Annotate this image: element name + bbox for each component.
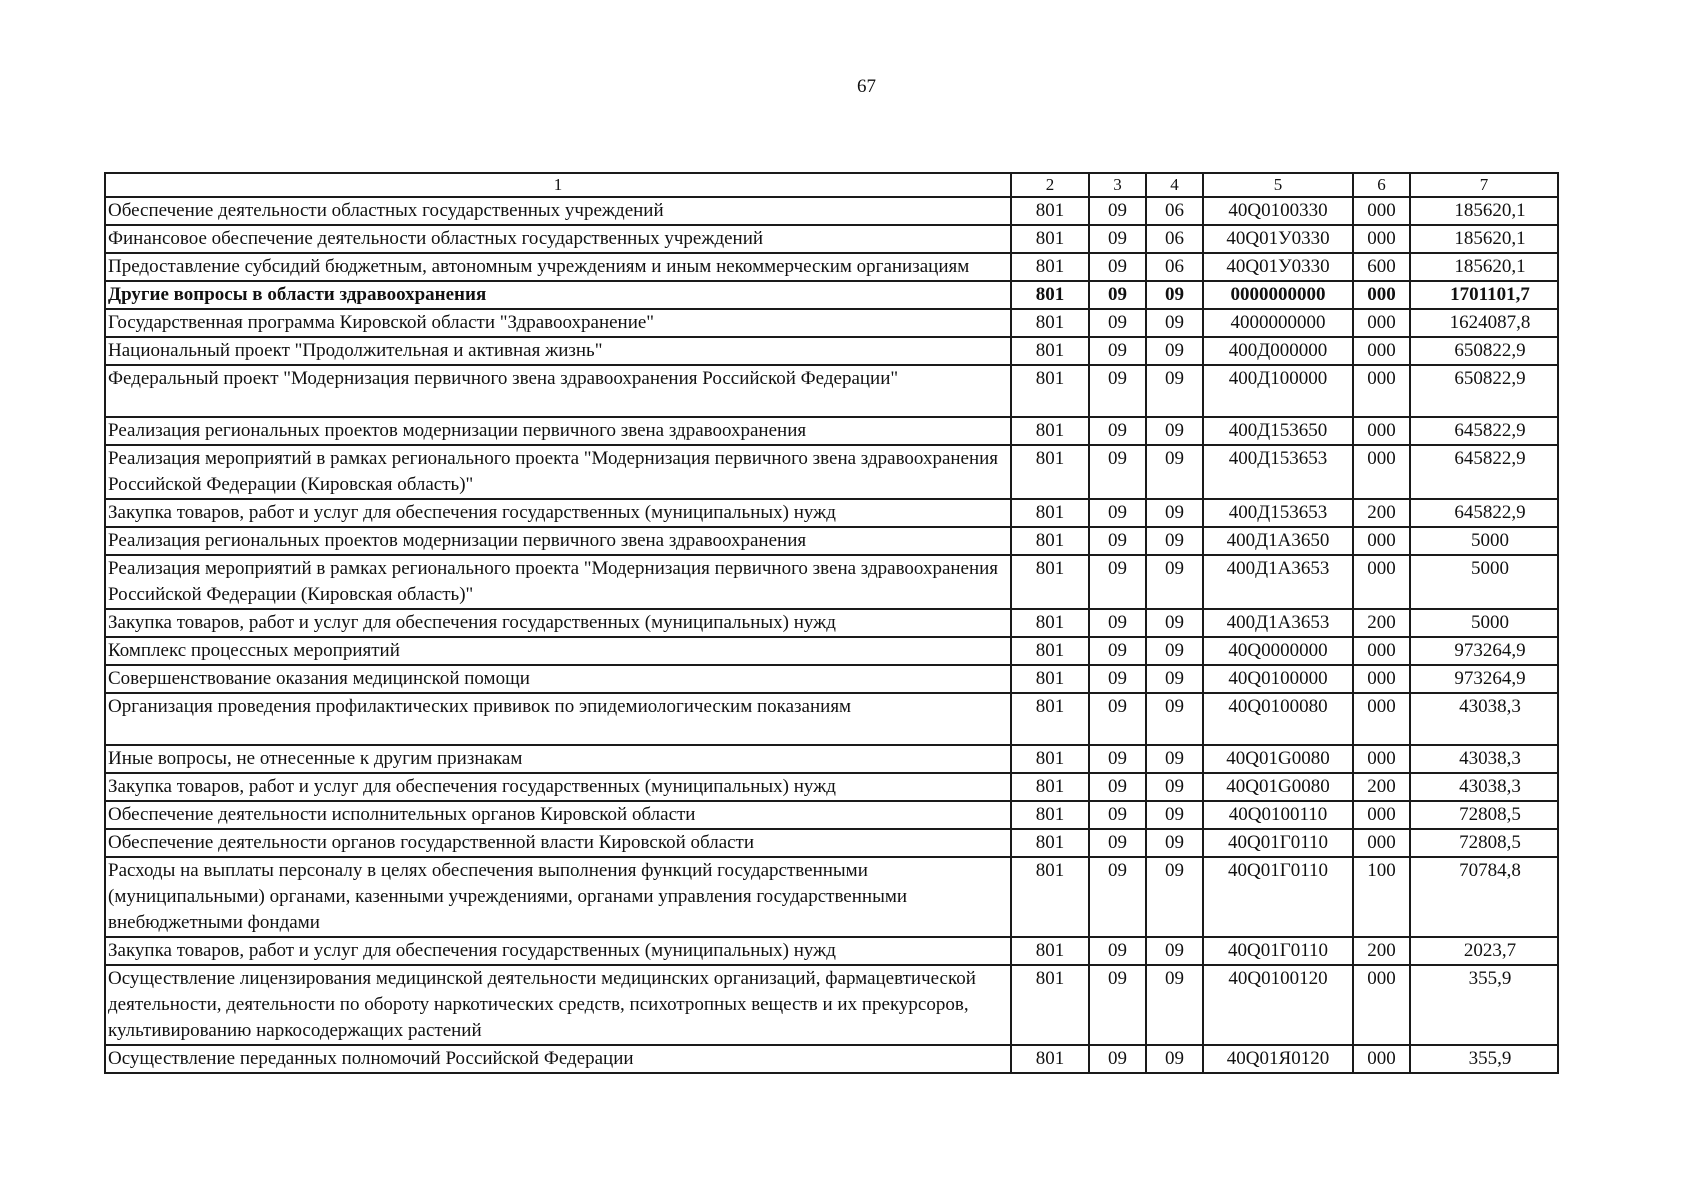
table-body (105, 197, 1558, 1073)
table-row (105, 665, 1558, 693)
row-amount: 650822,9 (1410, 337, 1558, 365)
table-row (105, 445, 1558, 499)
row-code-expense-type: 000 (1353, 337, 1410, 365)
row-name: Закупка товаров, работ и услуг для обеспечения государственных (муниципальных) нужд (105, 499, 1011, 527)
row-name: Совершенствование оказания медицинской помощи (105, 665, 1011, 693)
table-row (105, 1045, 1558, 1073)
table-row (105, 281, 1558, 309)
table-row (105, 527, 1558, 555)
row-code-admin: 801 (1011, 857, 1089, 937)
row-code-section: 09 (1089, 555, 1146, 609)
row-name: Закупка товаров, работ и услуг для обеспечения государственных (муниципальных) нужд (105, 609, 1011, 637)
row-name: Федеральный проект "Модернизация первичного звена здравоохранения Российской Федерации" (105, 365, 1011, 417)
budget-table (104, 172, 1559, 1074)
table-row (105, 745, 1558, 773)
row-amount: 645822,9 (1410, 417, 1558, 445)
row-code-target: 40Q0100000 (1203, 665, 1353, 693)
row-code-section: 09 (1089, 1045, 1146, 1073)
row-code-subsection: 06 (1146, 225, 1203, 253)
row-code-admin: 801 (1011, 197, 1089, 225)
row-code-target: 400Д1А3653 (1203, 609, 1353, 637)
row-name: Обеспечение деятельности органов государственной власти Кировской области (105, 829, 1011, 857)
row-amount: 43038,3 (1410, 745, 1558, 773)
row-name: Предоставление субсидий бюджетным, автономным учреждениям и иным некоммерческим организациям (105, 253, 1011, 281)
row-code-subsection: 09 (1146, 829, 1203, 857)
row-code-target: 40Q01G0080 (1203, 773, 1353, 801)
row-code-subsection: 09 (1146, 499, 1203, 527)
row-amount: 973264,9 (1410, 637, 1558, 665)
row-code-admin: 801 (1011, 445, 1089, 499)
row-code-expense-type: 200 (1353, 499, 1410, 527)
header-col-1: 1 (105, 173, 1011, 197)
row-code-target: 400Д100000 (1203, 365, 1353, 417)
row-code-target: 40Q0100330 (1203, 197, 1353, 225)
row-code-subsection: 09 (1146, 365, 1203, 417)
row-code-section: 09 (1089, 965, 1146, 1045)
row-name: Закупка товаров, работ и услуг для обеспечения государственных (муниципальных) нужд (105, 773, 1011, 801)
row-code-expense-type: 000 (1353, 665, 1410, 693)
row-name: Другие вопросы в области здравоохранения (105, 281, 1011, 309)
table-row (105, 637, 1558, 665)
row-code-expense-type: 100 (1353, 857, 1410, 937)
row-code-section: 09 (1089, 527, 1146, 555)
row-code-admin: 801 (1011, 309, 1089, 337)
row-name: Реализация региональных проектов модернизации первичного звена здравоохранения (105, 417, 1011, 445)
table-row (105, 225, 1558, 253)
row-code-section: 09 (1089, 499, 1146, 527)
row-name: Расходы на выплаты персоналу в целях обеспечения выполнения функций государственными (муниципальными) органами, казенными учреждениями, органами управления государственными внебюджетными фондами (105, 857, 1011, 937)
row-code-expense-type: 000 (1353, 309, 1410, 337)
row-code-expense-type: 000 (1353, 365, 1410, 417)
row-code-section: 09 (1089, 337, 1146, 365)
header-col-4: 4 (1146, 173, 1203, 197)
row-code-target: 40Q0100110 (1203, 801, 1353, 829)
table-row (105, 417, 1558, 445)
row-name: Финансовое обеспечение деятельности областных государственных учреждений (105, 225, 1011, 253)
row-code-section: 09 (1089, 693, 1146, 745)
row-code-section: 09 (1089, 197, 1146, 225)
row-code-subsection: 09 (1146, 937, 1203, 965)
row-code-section: 09 (1089, 773, 1146, 801)
table-row (105, 693, 1558, 745)
row-name: Организация проведения профилактических прививок по эпидемиологическим показаниям (105, 693, 1011, 745)
row-code-expense-type: 000 (1353, 745, 1410, 773)
row-code-target: 4000000000 (1203, 309, 1353, 337)
row-code-target: 40Q0100080 (1203, 693, 1353, 745)
table-row (105, 857, 1558, 937)
row-code-admin: 801 (1011, 693, 1089, 745)
row-name: Осуществление лицензирования медицинской деятельности медицинских организаций, фармацевтической деятельности, деятельности по обороту наркотических средств, психотропных веществ и их прекурсоров, культивированию наркосодержащих растений (105, 965, 1011, 1045)
row-code-admin: 801 (1011, 365, 1089, 417)
row-code-expense-type: 000 (1353, 417, 1410, 445)
table-row (105, 829, 1558, 857)
row-name: Реализация мероприятий в рамках регионального проекта "Модернизация первичного звена здравоохранения Российской Федерации (Кировская область)" (105, 445, 1011, 499)
row-code-admin: 801 (1011, 609, 1089, 637)
row-code-expense-type: 000 (1353, 281, 1410, 309)
row-code-expense-type: 000 (1353, 527, 1410, 555)
row-code-section: 09 (1089, 801, 1146, 829)
row-amount: 645822,9 (1410, 445, 1558, 499)
row-code-subsection: 09 (1146, 281, 1203, 309)
row-amount: 645822,9 (1410, 499, 1558, 527)
row-code-admin: 801 (1011, 337, 1089, 365)
row-amount: 1624087,8 (1410, 309, 1558, 337)
row-name: Реализация мероприятий в рамках регионального проекта "Модернизация первичного звена здравоохранения Российской Федерации (Кировская область)" (105, 555, 1011, 609)
row-amount: 72808,5 (1410, 801, 1558, 829)
row-code-subsection: 09 (1146, 693, 1203, 745)
row-amount: 5000 (1410, 609, 1558, 637)
row-code-admin: 801 (1011, 1045, 1089, 1073)
row-code-subsection: 09 (1146, 637, 1203, 665)
row-code-subsection: 09 (1146, 801, 1203, 829)
row-code-admin: 801 (1011, 555, 1089, 609)
row-code-admin: 801 (1011, 773, 1089, 801)
row-code-subsection: 06 (1146, 197, 1203, 225)
row-amount: 2023,7 (1410, 937, 1558, 965)
header-col-5: 5 (1203, 173, 1353, 197)
table-row (105, 337, 1558, 365)
row-code-section: 09 (1089, 281, 1146, 309)
row-code-expense-type: 200 (1353, 773, 1410, 801)
row-code-admin: 801 (1011, 745, 1089, 773)
row-code-expense-type: 000 (1353, 197, 1410, 225)
table-row (105, 197, 1558, 225)
row-code-target: 40Q01G0080 (1203, 745, 1353, 773)
row-code-admin: 801 (1011, 417, 1089, 445)
row-name: Реализация региональных проектов модернизации первичного звена здравоохранения (105, 527, 1011, 555)
header-col-3: 3 (1089, 173, 1146, 197)
row-name: Комплекс процессных мероприятий (105, 637, 1011, 665)
row-code-section: 09 (1089, 857, 1146, 937)
row-amount: 5000 (1410, 527, 1558, 555)
row-amount: 70784,8 (1410, 857, 1558, 937)
row-code-section: 09 (1089, 937, 1146, 965)
row-amount: 973264,9 (1410, 665, 1558, 693)
row-code-subsection: 09 (1146, 965, 1203, 1045)
row-name: Осуществление переданных полномочий Российской Федерации (105, 1045, 1011, 1073)
row-code-target: 40Q01У0330 (1203, 225, 1353, 253)
table-row (105, 965, 1558, 1045)
row-code-admin: 801 (1011, 499, 1089, 527)
row-amount: 185620,1 (1410, 253, 1558, 281)
table-row (105, 773, 1558, 801)
row-code-section: 09 (1089, 445, 1146, 499)
row-code-section: 09 (1089, 829, 1146, 857)
row-code-admin: 801 (1011, 225, 1089, 253)
row-code-expense-type: 000 (1353, 829, 1410, 857)
row-name: Национальный проект "Продолжительная и активная жизнь" (105, 337, 1011, 365)
row-name: Иные вопросы, не отнесенные к другим признакам (105, 745, 1011, 773)
table-row (105, 801, 1558, 829)
row-amount: 43038,3 (1410, 773, 1558, 801)
row-amount: 355,9 (1410, 965, 1558, 1045)
row-code-expense-type: 000 (1353, 555, 1410, 609)
header-col-7: 7 (1410, 173, 1558, 197)
row-code-target: 40Q01Г0110 (1203, 829, 1353, 857)
table-row (105, 309, 1558, 337)
row-amount: 5000 (1410, 555, 1558, 609)
row-code-section: 09 (1089, 637, 1146, 665)
row-code-expense-type: 200 (1353, 937, 1410, 965)
row-code-admin: 801 (1011, 281, 1089, 309)
row-code-section: 09 (1089, 253, 1146, 281)
row-code-target: 400Д1А3650 (1203, 527, 1353, 555)
row-name: Обеспечение деятельности областных государственных учреждений (105, 197, 1011, 225)
row-code-section: 09 (1089, 225, 1146, 253)
row-amount: 185620,1 (1410, 225, 1558, 253)
row-code-target: 40Q01У0330 (1203, 253, 1353, 281)
row-code-target: 40Q01Я0120 (1203, 1045, 1353, 1073)
row-code-target: 40Q0100120 (1203, 965, 1353, 1045)
row-code-target: 40Q01Г0110 (1203, 937, 1353, 965)
row-code-admin: 801 (1011, 527, 1089, 555)
row-code-expense-type: 000 (1353, 1045, 1410, 1073)
row-amount: 1701101,7 (1410, 281, 1558, 309)
row-name: Обеспечение деятельности исполнительных органов Кировской области (105, 801, 1011, 829)
row-code-subsection: 09 (1146, 417, 1203, 445)
row-code-section: 09 (1089, 309, 1146, 337)
row-code-section: 09 (1089, 745, 1146, 773)
row-code-section: 09 (1089, 609, 1146, 637)
row-code-target: 40Q0000000 (1203, 637, 1353, 665)
row-code-expense-type: 000 (1353, 965, 1410, 1045)
row-code-subsection: 06 (1146, 253, 1203, 281)
row-amount: 43038,3 (1410, 693, 1558, 745)
row-code-expense-type: 600 (1353, 253, 1410, 281)
row-code-admin: 801 (1011, 253, 1089, 281)
row-code-target: 400Д000000 (1203, 337, 1353, 365)
row-code-target: 400Д153653 (1203, 445, 1353, 499)
row-code-admin: 801 (1011, 665, 1089, 693)
row-code-subsection: 09 (1146, 665, 1203, 693)
row-amount: 72808,5 (1410, 829, 1558, 857)
row-code-target: 400Д1А3653 (1203, 555, 1353, 609)
row-code-section: 09 (1089, 665, 1146, 693)
row-code-subsection: 09 (1146, 1045, 1203, 1073)
row-code-admin: 801 (1011, 965, 1089, 1045)
row-code-admin: 801 (1011, 937, 1089, 965)
row-code-expense-type: 000 (1353, 225, 1410, 253)
table-row (105, 499, 1558, 527)
page-number: 67 (857, 76, 876, 97)
table-row (105, 937, 1558, 965)
header-col-2: 2 (1011, 173, 1089, 197)
row-code-expense-type: 000 (1353, 637, 1410, 665)
row-code-section: 09 (1089, 365, 1146, 417)
row-code-admin: 801 (1011, 829, 1089, 857)
table-row (105, 253, 1558, 281)
row-code-target: 0000000000 (1203, 281, 1353, 309)
table-row (105, 609, 1558, 637)
row-code-expense-type: 000 (1353, 801, 1410, 829)
row-code-subsection: 09 (1146, 857, 1203, 937)
header-col-6: 6 (1353, 173, 1410, 197)
row-code-admin: 801 (1011, 637, 1089, 665)
row-amount: 650822,9 (1410, 365, 1558, 417)
row-code-subsection: 09 (1146, 527, 1203, 555)
row-name: Закупка товаров, работ и услуг для обеспечения государственных (муниципальных) нужд (105, 937, 1011, 965)
table-row (105, 555, 1558, 609)
header-row (105, 173, 1558, 197)
row-code-expense-type: 000 (1353, 445, 1410, 499)
row-amount: 185620,1 (1410, 197, 1558, 225)
row-code-section: 09 (1089, 417, 1146, 445)
table-row (105, 365, 1558, 417)
row-code-expense-type: 000 (1353, 693, 1410, 745)
row-code-target: 40Q01Г0110 (1203, 857, 1353, 937)
row-code-subsection: 09 (1146, 445, 1203, 499)
row-code-subsection: 09 (1146, 309, 1203, 337)
row-code-subsection: 09 (1146, 609, 1203, 637)
row-code-subsection: 09 (1146, 337, 1203, 365)
row-code-target: 400Д153653 (1203, 499, 1353, 527)
row-code-subsection: 09 (1146, 555, 1203, 609)
row-code-subsection: 09 (1146, 745, 1203, 773)
row-code-target: 400Д153650 (1203, 417, 1353, 445)
row-amount: 355,9 (1410, 1045, 1558, 1073)
row-code-admin: 801 (1011, 801, 1089, 829)
row-code-expense-type: 200 (1353, 609, 1410, 637)
row-name: Государственная программа Кировской области "Здравоохранение" (105, 309, 1011, 337)
row-code-subsection: 09 (1146, 773, 1203, 801)
